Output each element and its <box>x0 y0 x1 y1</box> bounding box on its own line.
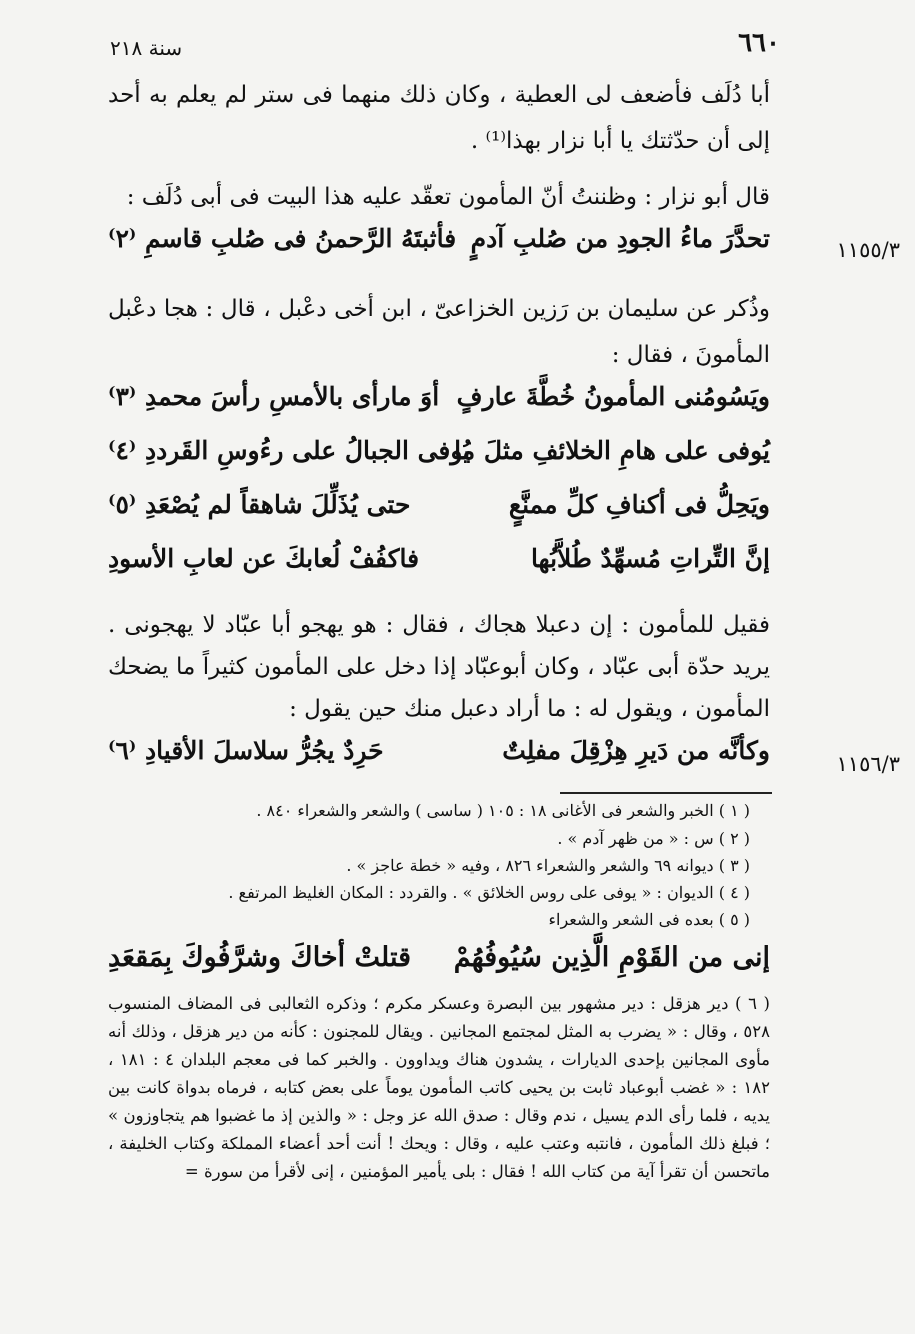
footnote-6: ( ٦ ) دير هزقل : دير مشهور بين البصرة وعسكر مكرم ؛ وذكره الثعالبى فى المضاف المنسوب ٥٢٨ ، وقال : « يضرب به المثل لمجتمع المجانين . ويقال للمجنون : كأنه من دير هزقل ، وذلك أنه مأوى المجانين بإحدى الديارات ، يشدون هناك ويداوون . والخبر كما فى معجم البلدان ٤ : ١٨١ ، ١٨٢ : « غضب أبوعباد ثابت بن يحيى كاتب المأمون يوماً على بعض كتابه ، فرماه بدواة كانت بين يديه ، فلما رأى الدم يسيل ، ندم وقال : صدق الله عز وجل : « والذين إذ ما غضبوا هم يتجاوزون » ؛ فبلغ ذلك المأمون ، فانتبه وعتب عليه ، وقال : ويحك ! أنت أحد أعضاء المملكة وكتاب الخليفة ، ماتحسن أن تقرأ آية من كتاب الله ! فقال : بلى يأمير المؤمنين ، إنى لأقرأ من سورة = <box>108 994 770 1181</box>
verse-hemistich-first: تحدَّرَ ماءُ الجودِ من صُلبِ آدمٍ <box>470 224 770 253</box>
footnote-1: ( ١ ) الخبر والشعر فى الأغانى ١٨ : ١٠٥ ( ساسى ) والشعر والشعراء ٨٤٠ . <box>256 801 750 820</box>
margin-reference-1156: ١١٥٦/٣ <box>836 752 900 776</box>
verse-hemistich-first: ويَسُومُنى المأمونُ خُطَّةَ عارفٍ <box>456 382 770 411</box>
verse-hemistich-second: فأثبتَهُ الرَّحمنُ فى صُلبِ قاسمِ ⁽٢⁾ <box>108 224 457 253</box>
verse-hemistich-second: أوَ مارأى بالأمسِ رأسَ محمدِ ⁽٣⁾ <box>108 382 440 411</box>
footnote-verse <box>108 942 770 990</box>
verse-hemistich-second: فاكفُفْ لُعابكَ عن لعابِ الأسودِ <box>108 544 420 573</box>
page-number: ٦٦٠ <box>738 28 780 58</box>
footnote-rule <box>560 792 772 794</box>
footnote-3: ( ٣ ) ديوانه ٦٩ والشعر والشعراء ٨٢٦ ، وفيه « خطة عاجز » . <box>346 856 750 875</box>
paragraph-4: فقيل للمأمون : إن دعبلا هجاك ، فقال : هو يهجو أبا عبّاد لا يهجونى . يريد حدّة أبى عبّاد ، وكان أبوعبّاد إذا دخل على المأمون كثيراً ما يضحك المأمون ، ويقول له : ما أراد دعبل منك حين يقول : <box>108 612 770 722</box>
verse-hemistich-second: حتى يُذَلِّلَ شاهقاً لم يُصْعَدِ ⁽٥⁾ <box>108 490 411 519</box>
poem-line-4 <box>108 544 770 594</box>
verse-hemistich-first: وكأنَّه من دَيرِ هِزْقِلَ مفلِتٌ <box>502 736 770 765</box>
verse-hemistich-first: إنَّ التِّراتِ مُسهِّدٌ طُلاَّبُها <box>530 544 770 573</box>
verse-hemistich-second: قتلتْ أخاكَ وشرَّفُوكَ بِمَقعَدِ <box>108 942 412 973</box>
verse-hemistich-first: يُوفى على هامِ الخلائفِ مثلَ ما <box>454 436 770 465</box>
verse-hemistich-second: يُوفى الجبالُ على رءُوسِ القَرددِ ⁽٤⁾ <box>108 436 471 465</box>
footnote-5: ( ٥ ) بعده فى الشعر والشعراء <box>548 910 750 929</box>
verse-hemistich-first: إنى من القَوْمِ الَّذِين سُيُوفُهُمْ <box>453 942 770 973</box>
paragraph-3: وذُكر عن سليمان بن رَزين الخزاعىّ ، ابن أخى دعْبل ، قال : هجا دعْبل المأمونَ ، فقال : <box>108 296 770 368</box>
running-header-year: سنة ٢١٨ <box>110 36 183 60</box>
paragraph-2: قال أبو نزار : وظننتُ أنّ المأمون تعقّد عليه هذا البيت فى أبى دُلَف : <box>126 184 770 210</box>
verse-hemistich-second: حَرِدٌ يجُرُّ سلاسلَ الأقيادِ ⁽٦⁾ <box>108 736 384 765</box>
footnote-2: ( ٢ ) س : « من ظهر آدم » . <box>557 829 750 848</box>
verse-hemistich-first: ويَحِلُّ فى أكنافِ كلِّ ممنَّعٍ <box>508 490 770 519</box>
poem-line-3 <box>108 490 770 540</box>
poem-line-2 <box>108 436 770 486</box>
paragraph-1: أبا دُلَف فأضعف لى العطية ، وكان ذلك منهما فى ستر لم يعلم به أحد إلى أن حدّثتك يا أبا نزار بهذا⁽¹⁾ . <box>108 82 770 154</box>
poem-line-1 <box>108 382 770 432</box>
margin-reference-1155: ١١٥٥/٣ <box>836 238 900 262</box>
verse-1156 <box>108 736 770 786</box>
verse-1155 <box>108 224 770 274</box>
footnote-4: ( ٤ ) الديوان : « يوفى على روس الخلائق » . والقردد : المكان الغليظ المرتفع . <box>228 883 750 902</box>
